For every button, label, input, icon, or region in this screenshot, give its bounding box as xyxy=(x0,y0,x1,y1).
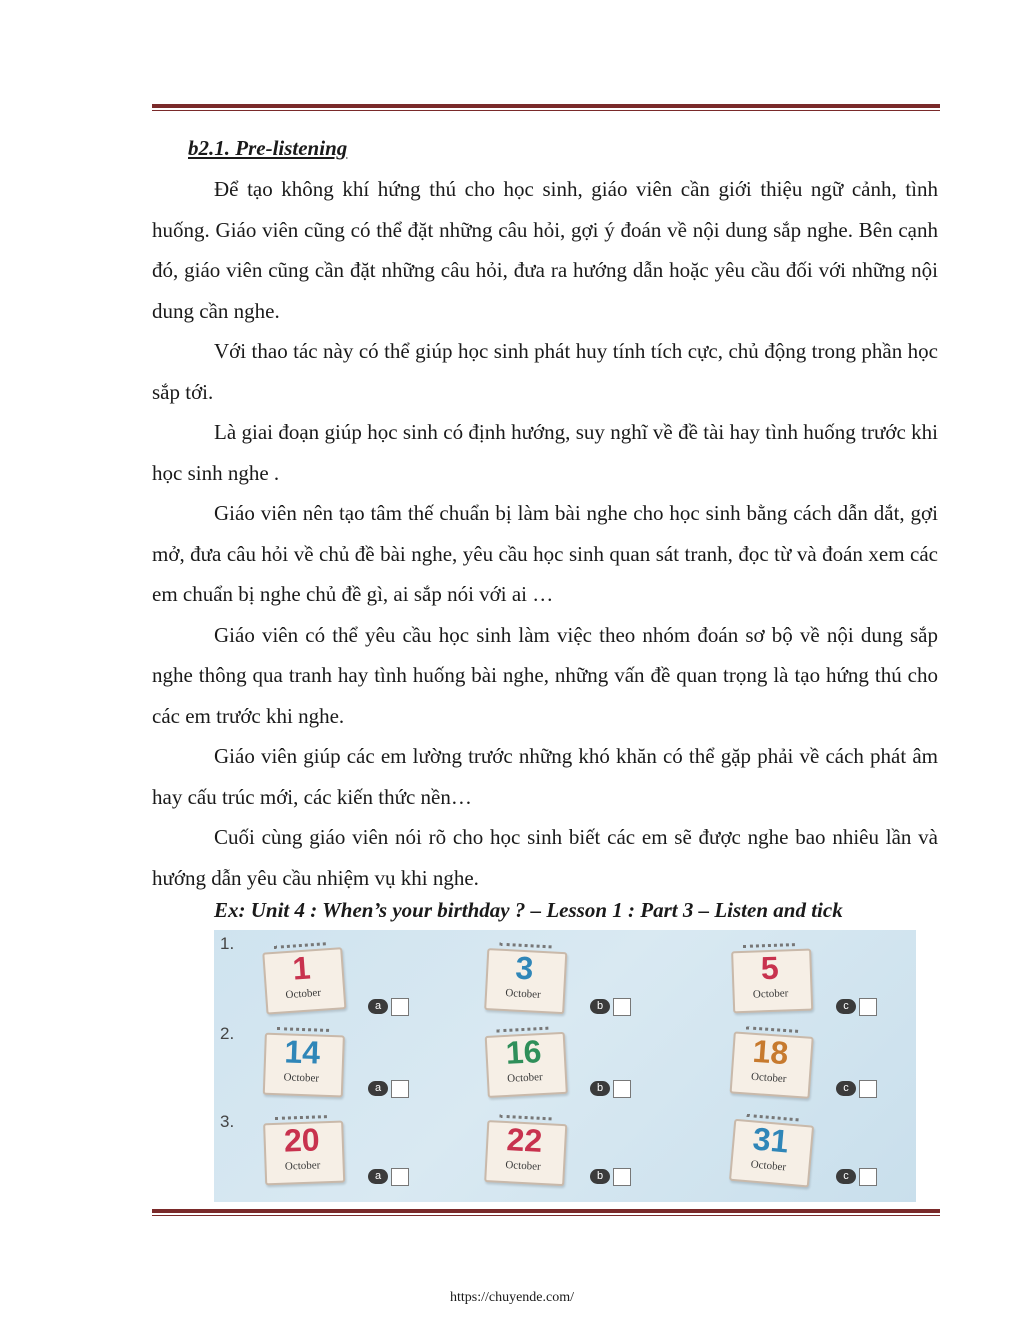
calendar-day: 20 xyxy=(283,1121,321,1159)
calendar-day: 31 xyxy=(751,1120,790,1160)
bottom-rule xyxy=(152,1209,940,1216)
calendar-day: 3 xyxy=(514,949,535,987)
section-heading: b2.1. Pre-listening xyxy=(188,136,348,160)
calendar-day: 1 xyxy=(291,949,312,987)
calendar-3 xyxy=(484,942,563,1010)
calendar-20 xyxy=(263,1115,341,1182)
calendar-16 xyxy=(484,1026,563,1094)
option-a-checkbox[interactable] xyxy=(368,1168,410,1186)
calendar-month: October xyxy=(284,1159,321,1173)
body-text xyxy=(152,169,938,898)
option-letter: b xyxy=(590,1169,610,1184)
paragraph-4: Giáo viên nên tạo tâm thế chuẩn bị làm bài nghe cho học sinh bằng cách dẫn dắt, gợi mở, đưa câu hỏi về chủ đề bài nghe, yêu cầu học sinh quan sát tranh, đọc từ và đoán xem các em chuẩn bị nghe chủ đề gì, ai sắp nói với ai … xyxy=(152,501,938,606)
option-letter: a xyxy=(368,1081,388,1096)
tick-box[interactable] xyxy=(391,1080,409,1098)
calendar-1 xyxy=(262,941,342,1010)
calendar-day: 16 xyxy=(504,1033,543,1071)
calendar-day: 18 xyxy=(751,1032,790,1072)
tick-box[interactable] xyxy=(859,998,877,1016)
calendar-day: 22 xyxy=(505,1121,544,1159)
calendar-month: October xyxy=(752,987,789,1001)
option-a-checkbox[interactable] xyxy=(368,998,410,1016)
calendar-month: October xyxy=(505,987,542,1001)
option-c-checkbox[interactable] xyxy=(836,998,878,1016)
row-number-3: 3. xyxy=(220,1112,235,1131)
calendar-month: October xyxy=(505,1159,542,1173)
calendar-month: October xyxy=(750,1158,787,1174)
calendar-month: October xyxy=(506,1071,543,1085)
calendar-31 xyxy=(729,1113,810,1183)
option-letter: b xyxy=(590,999,610,1014)
paragraph-6: Giáo viên giúp các em lường trước những khó khăn có thể gặp phải về cách phát âm hay cấu trúc mới, các kiến thức nền… xyxy=(152,744,938,809)
option-letter: a xyxy=(368,999,388,1014)
calendar-month: October xyxy=(750,1070,787,1086)
paragraph-3: Là giai đoạn giúp học sinh có định hướng, suy nghĩ về đề tài hay tình huống trước khi học sinh nghe . xyxy=(152,420,938,485)
calendar-month: October xyxy=(285,986,322,1002)
example-caption: Ex: Unit 4 : When’s your birthday ? – Lesson 1 : Part 3 – Listen and tick xyxy=(214,898,843,922)
tick-box[interactable] xyxy=(613,1080,631,1098)
calendar-22 xyxy=(484,1114,563,1182)
option-letter: c xyxy=(836,1169,856,1184)
tick-box[interactable] xyxy=(613,998,631,1016)
tick-box[interactable] xyxy=(391,998,409,1016)
option-c-checkbox[interactable] xyxy=(836,1168,878,1186)
calendar-day: 14 xyxy=(283,1033,321,1071)
option-letter: a xyxy=(368,1169,388,1184)
footer-url[interactable]: https://chuyende.com/ xyxy=(449,1290,575,1305)
option-letter: b xyxy=(590,1081,610,1096)
tick-box[interactable] xyxy=(859,1168,877,1186)
tick-box[interactable] xyxy=(859,1080,877,1098)
paragraph-1: Để tạo không khí hứng thú cho học sinh, giáo viên cần giới thiệu ngữ cảnh, tình huống. Giáo viên cũng có thể đặt những câu hỏi, gợi ý đoán về nội dung sắp nghe. Bên cạnh đó, giáo viên cũng cần đặt những câu hỏi, đưa ra hướng dẫn hoặc yêu cầu đối với những nội dung cần nghe. xyxy=(152,177,938,323)
option-c-checkbox[interactable] xyxy=(836,1080,878,1098)
paragraph-5: Giáo viên có thể yêu cầu học sinh làm việc theo nhóm đoán sơ bộ về nội dung sắp nghe thông qua tranh hay tình huống bài nghe, những vấn đề quan trọng là tạo hứng thú cho các em trước khi nghe. xyxy=(152,622,938,728)
calendar-5 xyxy=(731,943,809,1010)
top-rule xyxy=(152,104,940,111)
calendar-day: 5 xyxy=(760,949,780,987)
tick-box[interactable] xyxy=(613,1168,631,1186)
option-b-checkbox[interactable] xyxy=(590,1168,632,1186)
option-b-checkbox[interactable] xyxy=(590,998,632,1016)
option-b-checkbox[interactable] xyxy=(590,1080,632,1098)
option-letter: c xyxy=(836,999,856,1014)
row-number-2: 2. xyxy=(220,1024,235,1043)
option-letter: c xyxy=(836,1081,856,1096)
paragraph-7: Cuối cùng giáo viên nói rõ cho học sinh biết các em sẽ được nghe bao nhiêu lần và hướng dẫn yêu cầu nhiệm vụ khi nghe. xyxy=(152,825,938,890)
exercise-image xyxy=(214,930,916,1202)
calendar-month: October xyxy=(283,1071,320,1085)
option-a-checkbox[interactable] xyxy=(368,1080,410,1098)
tick-box[interactable] xyxy=(391,1168,409,1186)
calendar-14 xyxy=(263,1027,341,1094)
calendar-18 xyxy=(730,1025,810,1094)
paragraph-2: Với thao tác này có thể giúp học sinh phát huy tính tích cực, chủ động trong phần học sắp tới. xyxy=(152,339,938,404)
row-number-1: 1. xyxy=(220,934,235,953)
